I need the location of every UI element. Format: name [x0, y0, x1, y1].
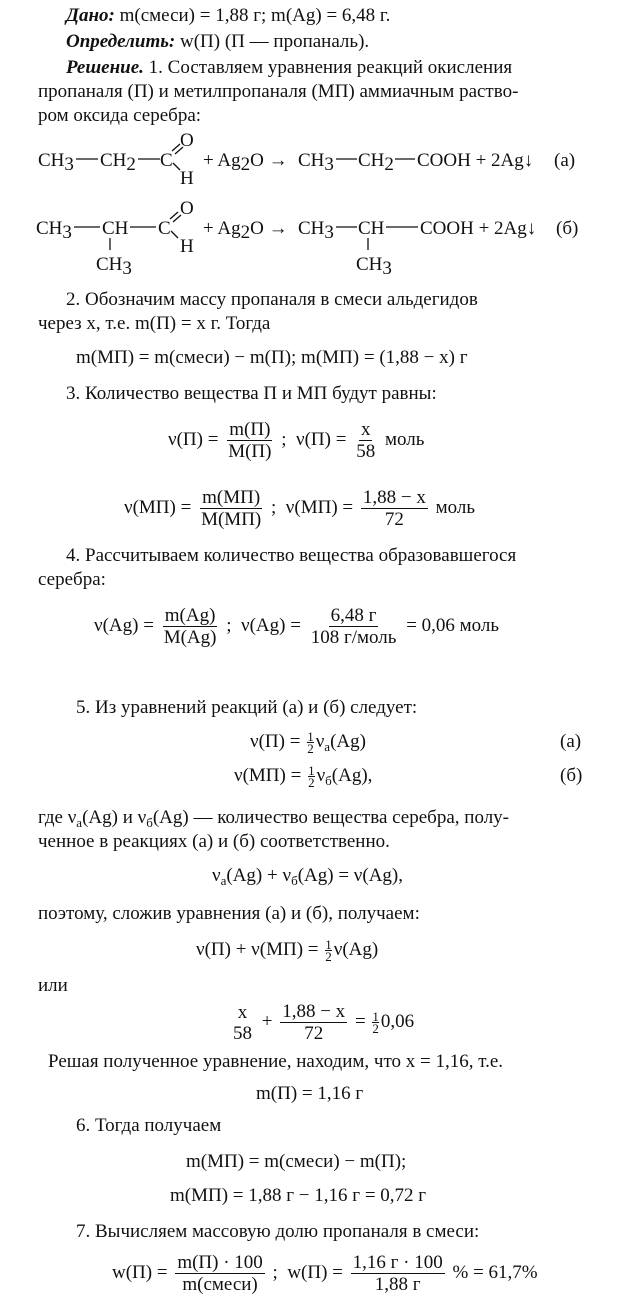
- svg-text:CH3: CH3: [38, 150, 74, 175]
- step4-line2: серебра:: [38, 569, 106, 590]
- step1-text: 1. Составляем уравнения реакций окисления: [148, 57, 513, 78]
- step6-formula1: m(МП) = m(смеси) − m(П);: [186, 1151, 407, 1172]
- step5-eq-b: ν(МП) = $\frac{1}{2}$ $\nu_б(Ag)$,: [234, 763, 373, 791]
- fraction: $\frac{1,88 - x}{72}$: [362, 487, 426, 531]
- fraction: m(П) · 100 m(смеси): [177, 1252, 263, 1296]
- step5-sum: $\nu_а(Ag) + \nu_б(Ag) = \nu(Ag)$,: [212, 865, 403, 888]
- fraction: $\frac{x}{58}$: [356, 419, 376, 463]
- step4-line1: 4. Рассчитываем количество вещества образовавшегося: [66, 545, 517, 566]
- solution-line: Решение. 1. Составляем уравнения реакций окисления: [66, 57, 513, 78]
- step5-where-line1: где $\nu_а(Ag)$ и $\nu_б(Ag)$ — количество вещества серебра, полу-: [38, 807, 510, 830]
- step3-formula-mp: ν(МП) = m(МП) M(МП) ; ν(МП) = $\frac{1,88 - x}{72}$ моль: [124, 487, 475, 531]
- step5-equation: x 58 + $\frac{1,88 - x}{72}$ = $\frac{1}{2}$ 0,06: [233, 1001, 415, 1045]
- given-line: Дано: m(смеси) = 1,88 г; m(Ag) = 6,48 г.: [66, 5, 391, 26]
- determine-text: w(П) (П — пропаналь).: [180, 31, 370, 52]
- svg-text:COOH + 2Ag↓: COOH + 2Ag↓: [417, 150, 534, 171]
- svg-text:COOH + 2Ag↓: COOH + 2Ag↓: [420, 218, 537, 239]
- step5-therefore: поэтому, сложив уравнения (а) и (б), получаем:: [38, 903, 420, 924]
- step5-tag-b: (б): [560, 765, 583, 786]
- step4-formula: ν(Ag) = $\frac{m(Ag)}{M(Ag)}$ ; ν(Ag) = 6,48 г 108 г/моль = 0,06 моль: [94, 605, 500, 649]
- reaction-a: [0, 132, 632, 192]
- given-text: m(смеси) = 1,88 г; m(Ag) = 6,48 г.: [119, 5, 391, 26]
- step1-line3: ром оксида серебра:: [38, 105, 202, 126]
- step5-where-line2: ченное в реакциях (а) и (б) соответственно.: [38, 831, 390, 852]
- step5-or: или: [38, 975, 68, 996]
- step3-formula-p: ν(П) = m(П) M(П) ; ν(П) = $\frac{x}{58}$ моль: [168, 419, 425, 463]
- step5-result: m(П) = 1,16 г: [256, 1083, 364, 1104]
- reaction-b: [0, 198, 632, 278]
- step3-text: 3. Количество вещества П и МП будут равны:: [66, 383, 437, 404]
- svg-text:O: O: [180, 130, 194, 151]
- svg-text:C: C: [158, 218, 171, 239]
- fraction: $\frac{m(Ag)}{M(Ag)}$: [163, 605, 217, 649]
- svg-text:+ Ag2O →: + Ag2O →: [203, 218, 288, 243]
- fraction: $\frac{1,88 - x}{72}$: [282, 1001, 346, 1045]
- step2-line1: 2. Обозначим массу пропаналя в смеси альдегидов: [66, 289, 478, 310]
- step6-text: 6. Тогда получаем: [76, 1115, 222, 1136]
- step7-formula: w(П) = m(П) · 100 m(смеси) ; w(П) = 1,16 г · 100 1,88 г % = 61,7%: [112, 1252, 538, 1296]
- step2-line2: через x, т.е. m(П) = x г. Тогда: [38, 313, 271, 334]
- svg-text:CH2: CH2: [100, 150, 136, 175]
- step5-solving: Решая полученное уравнение, находим, что x = 1,16, т.е.: [48, 1051, 504, 1072]
- fraction: m(П) M(П): [228, 419, 272, 463]
- fraction: 6,48 г 108 г/моль: [310, 605, 397, 649]
- svg-text:CH3: CH3: [96, 254, 132, 279]
- svg-text:C: C: [160, 150, 173, 171]
- fraction: m(МП) M(МП): [201, 487, 262, 531]
- svg-text:(б): (б): [556, 218, 579, 239]
- svg-text:CH3: CH3: [356, 254, 392, 279]
- fraction: 1,16 г · 100 1,88 г: [352, 1252, 443, 1296]
- step6-formula2: m(МП) = 1,88 г − 1,16 г = 0,72 г: [170, 1185, 427, 1206]
- fraction: x 58: [233, 1001, 252, 1044]
- step7-text: 7. Вычисляем массовую долю пропаналя в смеси:: [76, 1221, 480, 1242]
- step5-eq-a: ν(П) = $\frac{1}{2}$ $\nu_а(Ag)$: [250, 729, 366, 757]
- step1-line2: пропаналя (П) и метилпропаналя (МП) аммиачным раство-: [38, 81, 519, 102]
- svg-text:CH: CH: [102, 218, 129, 239]
- svg-text:CH2: CH2: [358, 150, 394, 175]
- step5-text: 5. Из уравнений реакций (а) и (б) следует:: [76, 697, 418, 718]
- step2-formula: m(МП) = m(смеси) − m(П); m(МП) = (1,88 − x) г: [76, 347, 468, 368]
- svg-text:O: O: [180, 198, 194, 219]
- svg-text:H: H: [180, 236, 194, 257]
- svg-text:CH3: CH3: [298, 150, 334, 175]
- svg-text:CH3: CH3: [36, 218, 72, 243]
- svg-text:+ Ag2O →: + Ag2O →: [203, 150, 288, 175]
- step5-total: ν(П) + ν(МП) = $\frac{1}{2}$ ν(Ag): [196, 937, 379, 965]
- svg-text:(а): (а): [554, 150, 576, 171]
- step5-tag-a: (а): [560, 731, 582, 752]
- determine-line: Определить: w(П) (П — пропаналь).: [66, 31, 370, 52]
- svg-text:H: H: [180, 168, 194, 189]
- svg-text:CH: CH: [358, 218, 385, 239]
- svg-text:CH3: CH3: [298, 218, 334, 243]
